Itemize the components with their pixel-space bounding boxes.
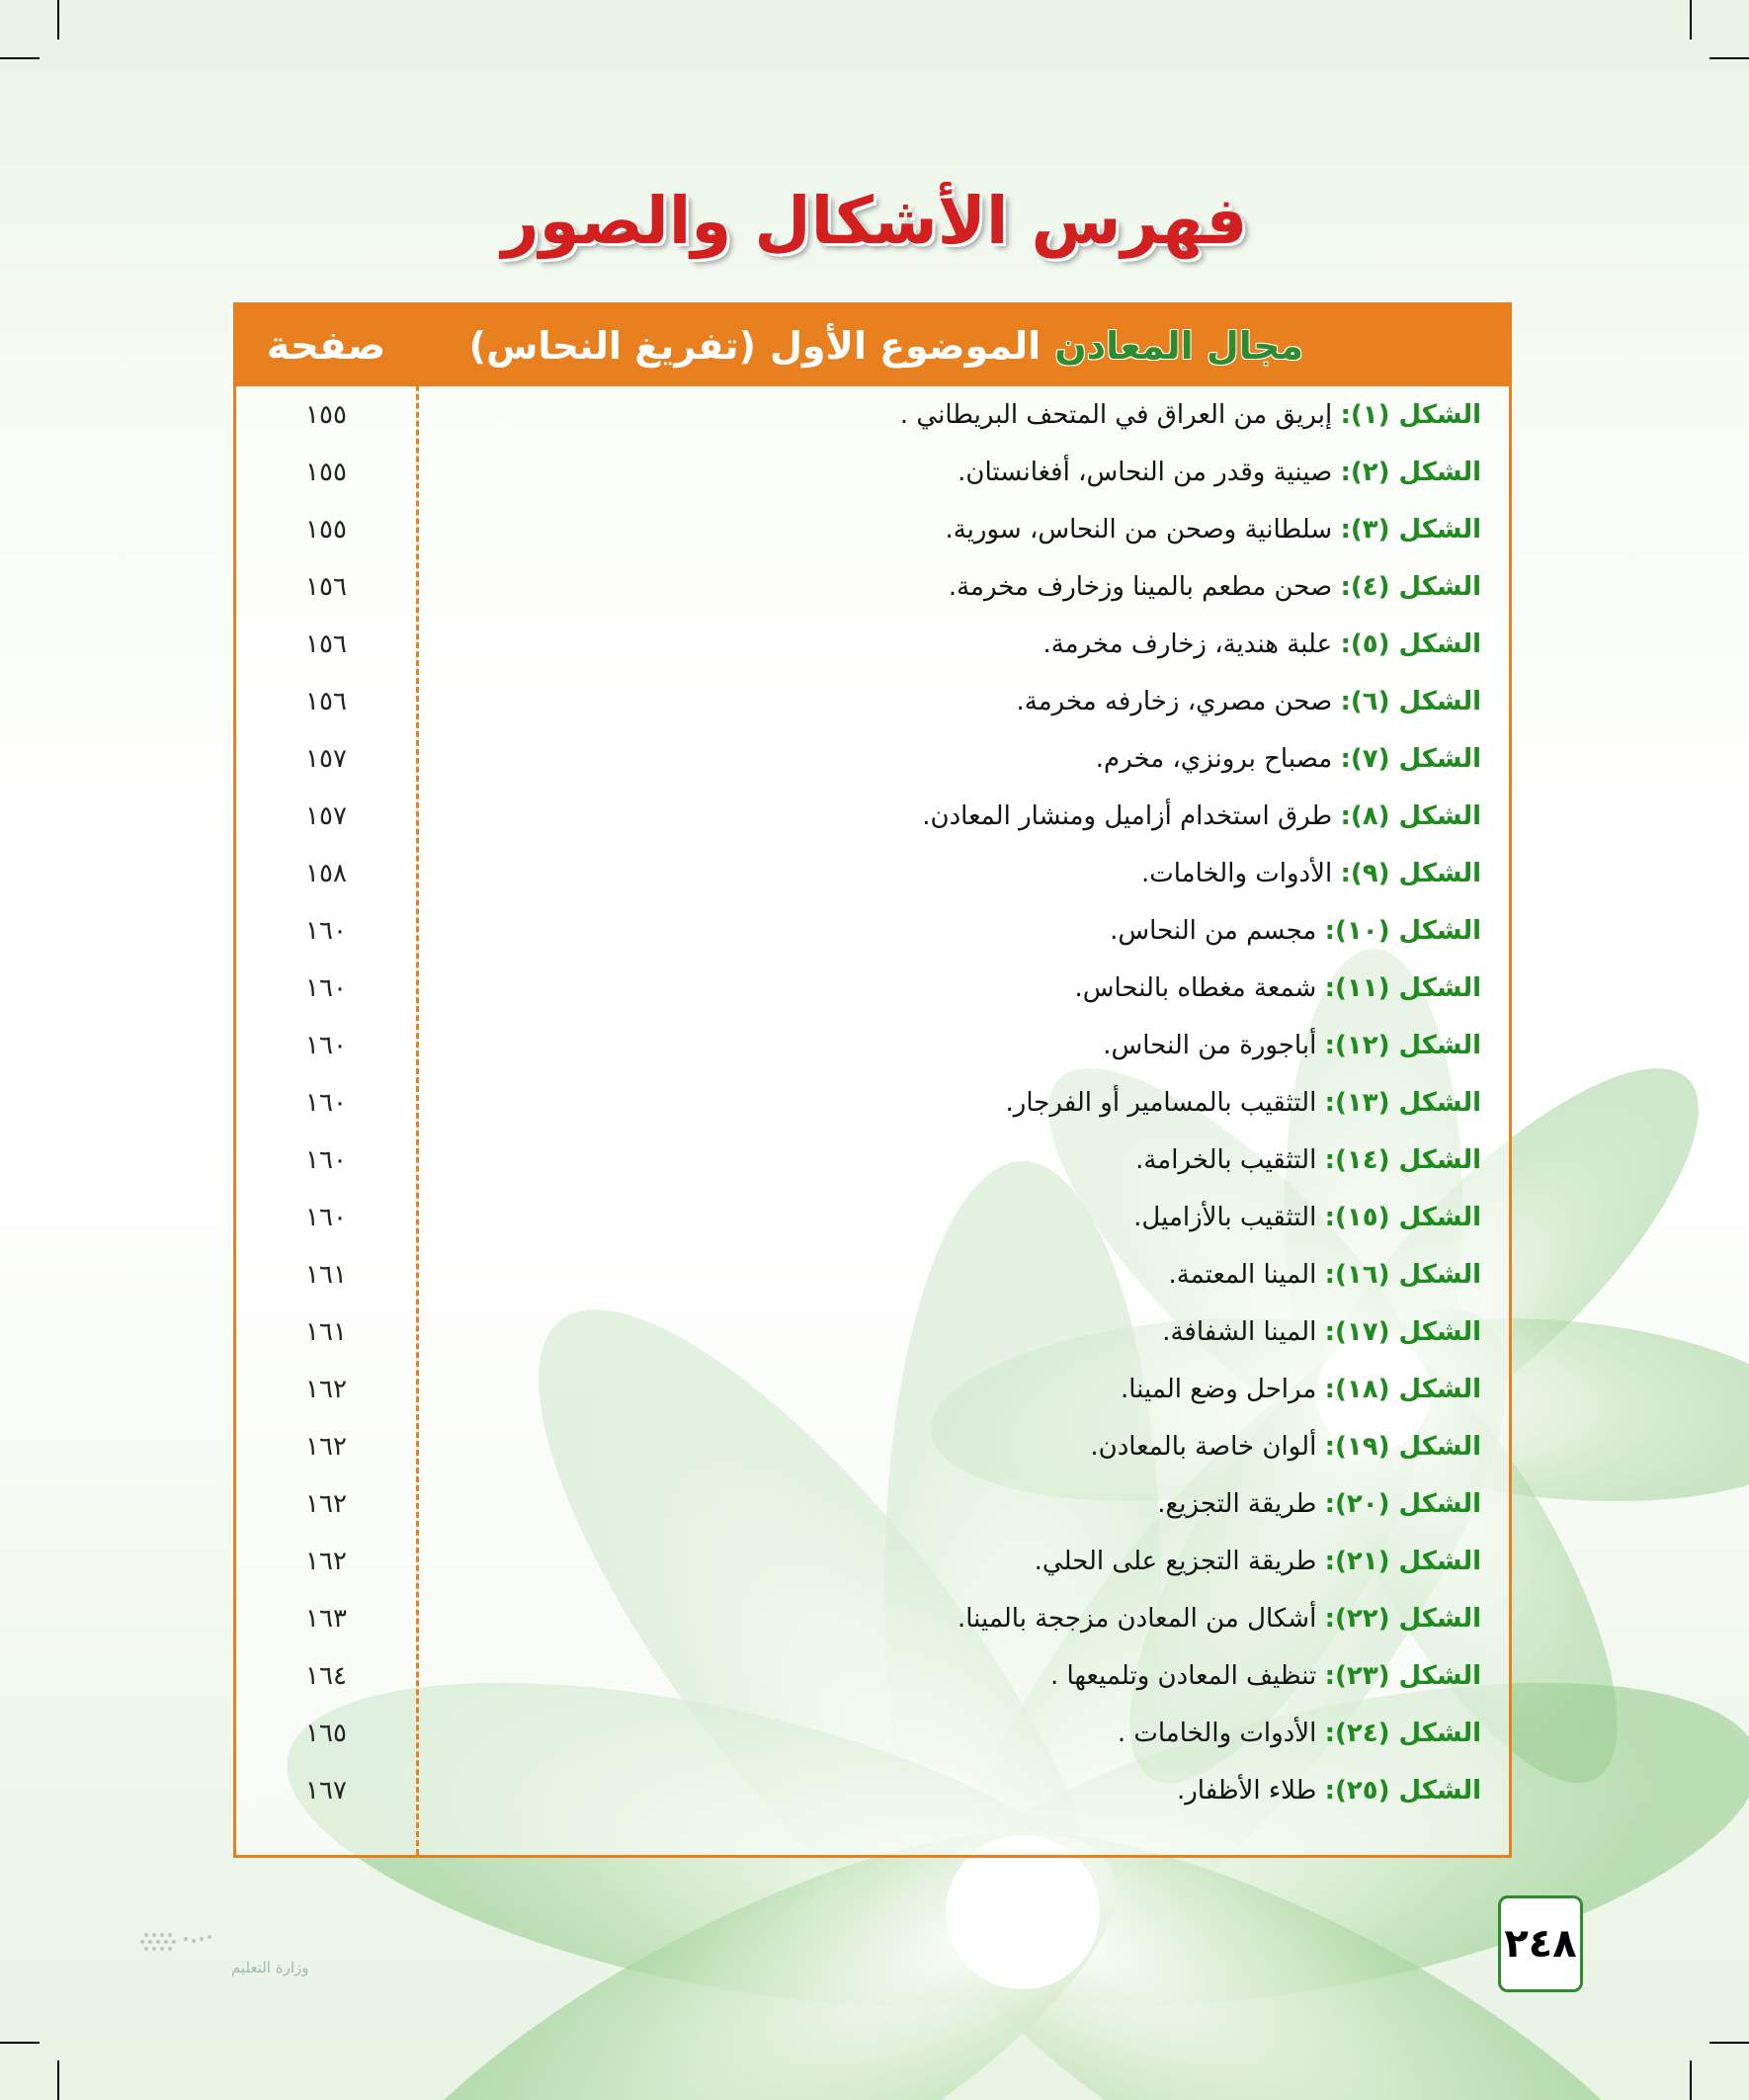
figure-caption: التثقيب بالأزاميل. xyxy=(1133,1203,1317,1232)
table-row xyxy=(236,1600,1509,1657)
figure-page: ١٦٠ xyxy=(305,916,347,946)
table-row xyxy=(236,798,1509,855)
figure-page: ١٦٠ xyxy=(305,1031,347,1060)
figure-caption: سلطانية وصحن من النحاس، سورية. xyxy=(945,515,1333,545)
table-row xyxy=(236,1371,1509,1428)
page-title: فهرس الأشكال والصور xyxy=(501,183,1248,259)
figure-caption: صحن مطعم بالمينا وزخارف مخرمة. xyxy=(948,572,1333,602)
figure-page: ١٥٦ xyxy=(305,687,347,716)
crop-mark xyxy=(1690,2060,1692,2100)
table-header xyxy=(236,305,1509,386)
figure-caption: علبة هندية، زخارف مخرمة. xyxy=(1042,630,1333,659)
table-row xyxy=(236,1256,1509,1313)
table-row xyxy=(236,568,1509,626)
figure-caption: صحن مصري، زخارفه مخرمة. xyxy=(1016,687,1333,716)
figure-label: الشكل (٤): xyxy=(1340,572,1481,602)
figure-label: الشكل (٢٤): xyxy=(1324,1719,1481,1748)
header-page-column: صفحة xyxy=(266,323,386,369)
figure-page: ١٦٠ xyxy=(305,1088,347,1118)
figure-label: الشكل (١١): xyxy=(1324,973,1481,1003)
crop-mark xyxy=(1690,0,1692,40)
table-row xyxy=(236,912,1509,969)
figure-label: الشكل (٧): xyxy=(1340,744,1481,774)
figure-page: ١٦٢ xyxy=(305,1547,347,1576)
figure-caption: التثقيب بالخرامة. xyxy=(1135,1145,1317,1175)
figure-caption: صينية وقدر من النحاس، أفغانستان. xyxy=(958,458,1333,487)
table-row xyxy=(236,740,1509,798)
crop-mark xyxy=(57,2060,59,2100)
table-row xyxy=(236,1428,1509,1485)
figure-label: الشكل (٣): xyxy=(1340,515,1481,545)
figure-caption: طريقة التجزيع على الحلي. xyxy=(1034,1547,1317,1576)
table-row xyxy=(236,1772,1509,1829)
ministry-of-education-logo xyxy=(95,1929,309,1992)
figure-label: الشكل (١٠): xyxy=(1324,916,1481,946)
figure-label: الشكل (١): xyxy=(1340,400,1481,430)
figure-label: الشكل (٢١): xyxy=(1324,1547,1481,1576)
figure-page: ١٦١ xyxy=(305,1317,347,1347)
figure-caption: أشكال من المعادن مزججة بالمينا. xyxy=(957,1604,1317,1634)
figure-caption: الأدوات والخامات . xyxy=(1117,1719,1317,1748)
figure-label: الشكل (١٣): xyxy=(1324,1088,1481,1118)
figure-page: ١٦٧ xyxy=(305,1776,347,1806)
figure-page: ١٥٦ xyxy=(305,572,347,602)
table-row xyxy=(236,1715,1509,1772)
table-row xyxy=(236,855,1509,912)
figure-label: الشكل (١٤): xyxy=(1324,1145,1481,1175)
figure-label: الشكل (٢٣): xyxy=(1324,1661,1481,1691)
crop-mark xyxy=(1709,2042,1749,2044)
figure-label: الشكل (٦): xyxy=(1340,687,1481,716)
header-subtopic: (تفريغ النحاس) xyxy=(468,324,756,368)
table-row xyxy=(236,1543,1509,1600)
crop-mark xyxy=(0,2042,40,2044)
figure-page: ١٦٥ xyxy=(305,1719,347,1748)
table-row xyxy=(236,1485,1509,1543)
figure-page: ١٦٢ xyxy=(305,1489,347,1519)
logo-text: وزارة التعليم xyxy=(231,1959,309,1976)
figure-label: الشكل (١٥): xyxy=(1324,1203,1481,1232)
figure-label: الشكل (١٨): xyxy=(1324,1375,1481,1404)
figure-page: ١٥٨ xyxy=(305,859,347,888)
table-row xyxy=(236,396,1509,454)
table-row xyxy=(236,1199,1509,1256)
figure-page: ١٦٢ xyxy=(305,1375,347,1404)
table-row xyxy=(236,683,1509,740)
figures-index-table xyxy=(233,302,1512,1858)
figure-label: الشكل (٨): xyxy=(1340,801,1481,831)
table-row xyxy=(236,626,1509,683)
table-row xyxy=(236,1027,1509,1084)
figure-label: الشكل (٢٠): xyxy=(1324,1489,1481,1519)
table-row xyxy=(236,969,1509,1027)
figure-page: ١٦١ xyxy=(305,1260,347,1290)
table-row xyxy=(236,1657,1509,1715)
figure-caption: طريقة التجزيع. xyxy=(1157,1489,1317,1519)
figure-page: ١٦٣ xyxy=(305,1604,347,1634)
figure-page: ١٦٠ xyxy=(305,1203,347,1232)
figure-caption: مصباح برونزي، مخرم. xyxy=(1095,744,1333,774)
table-row xyxy=(236,454,1509,511)
figure-caption: التثقيب بالمسامير أو الفرجار. xyxy=(1005,1088,1317,1118)
figure-page: ١٥٧ xyxy=(305,744,347,774)
figure-caption: طرق استخدام أزاميل ومنشار المعادن. xyxy=(922,801,1333,831)
table-row xyxy=(236,1084,1509,1141)
figure-label: الشكل (١٩): xyxy=(1324,1432,1481,1462)
figure-label: الشكل (٥): xyxy=(1340,630,1481,659)
figure-caption: طلاء الأظفار. xyxy=(1176,1776,1317,1806)
figure-page: ١٥٥ xyxy=(305,400,347,430)
crop-mark xyxy=(1709,57,1749,59)
figure-label: الشكل (٢): xyxy=(1340,458,1481,487)
header-topic: الموضوع الأول xyxy=(769,324,1041,368)
figure-caption: مراحل وضع المينا. xyxy=(1120,1375,1317,1404)
page-number-box xyxy=(1498,1895,1583,1992)
figure-label: الشكل (٢٥): xyxy=(1324,1776,1481,1806)
figure-caption: ألوان خاصة بالمعادن. xyxy=(1090,1432,1317,1462)
figure-page: ١٥٧ xyxy=(305,801,347,831)
figure-caption: إبريق من العراق في المتحف البريطاني . xyxy=(899,400,1333,430)
table-row xyxy=(236,1141,1509,1199)
figure-page: ١٥٥ xyxy=(305,458,347,487)
figure-label: الشكل (٢٢): xyxy=(1324,1604,1481,1634)
figure-page: ١٦٤ xyxy=(305,1661,347,1691)
figure-label: الشكل (١٧): xyxy=(1324,1317,1481,1347)
figure-label: الشكل (١٦): xyxy=(1324,1260,1481,1290)
crop-mark xyxy=(57,0,59,40)
figure-caption: المينا المعتمة. xyxy=(1168,1260,1317,1290)
figure-label: الشكل (٩): xyxy=(1340,859,1481,888)
figure-page: ١٦٢ xyxy=(305,1432,347,1462)
table-row xyxy=(236,1313,1509,1371)
figure-page: ١٥٥ xyxy=(305,515,347,545)
figure-label: الشكل (١٢): xyxy=(1324,1031,1481,1060)
page-number: ٢٤٨ xyxy=(1504,1921,1577,1967)
figure-page: ١٦٠ xyxy=(305,973,347,1003)
figure-caption: شمعة مغطاه بالنحاس. xyxy=(1074,973,1317,1003)
figure-caption: تنظيف المعادن وتلميعها . xyxy=(1050,1661,1317,1691)
figure-page: ١٥٦ xyxy=(305,630,347,659)
crop-mark xyxy=(0,57,40,59)
figure-page: ١٦٠ xyxy=(305,1145,347,1175)
table-header-title xyxy=(469,305,1303,386)
figure-caption: الأدوات والخامات. xyxy=(1141,859,1333,888)
figure-caption: مجسم من النحاس. xyxy=(1110,916,1317,946)
table-row xyxy=(236,511,1509,568)
figure-caption: أباجورة من النحاس. xyxy=(1103,1031,1317,1060)
figure-caption: المينا الشفافة. xyxy=(1162,1317,1317,1347)
header-domain: مجال المعادن xyxy=(1054,324,1303,368)
